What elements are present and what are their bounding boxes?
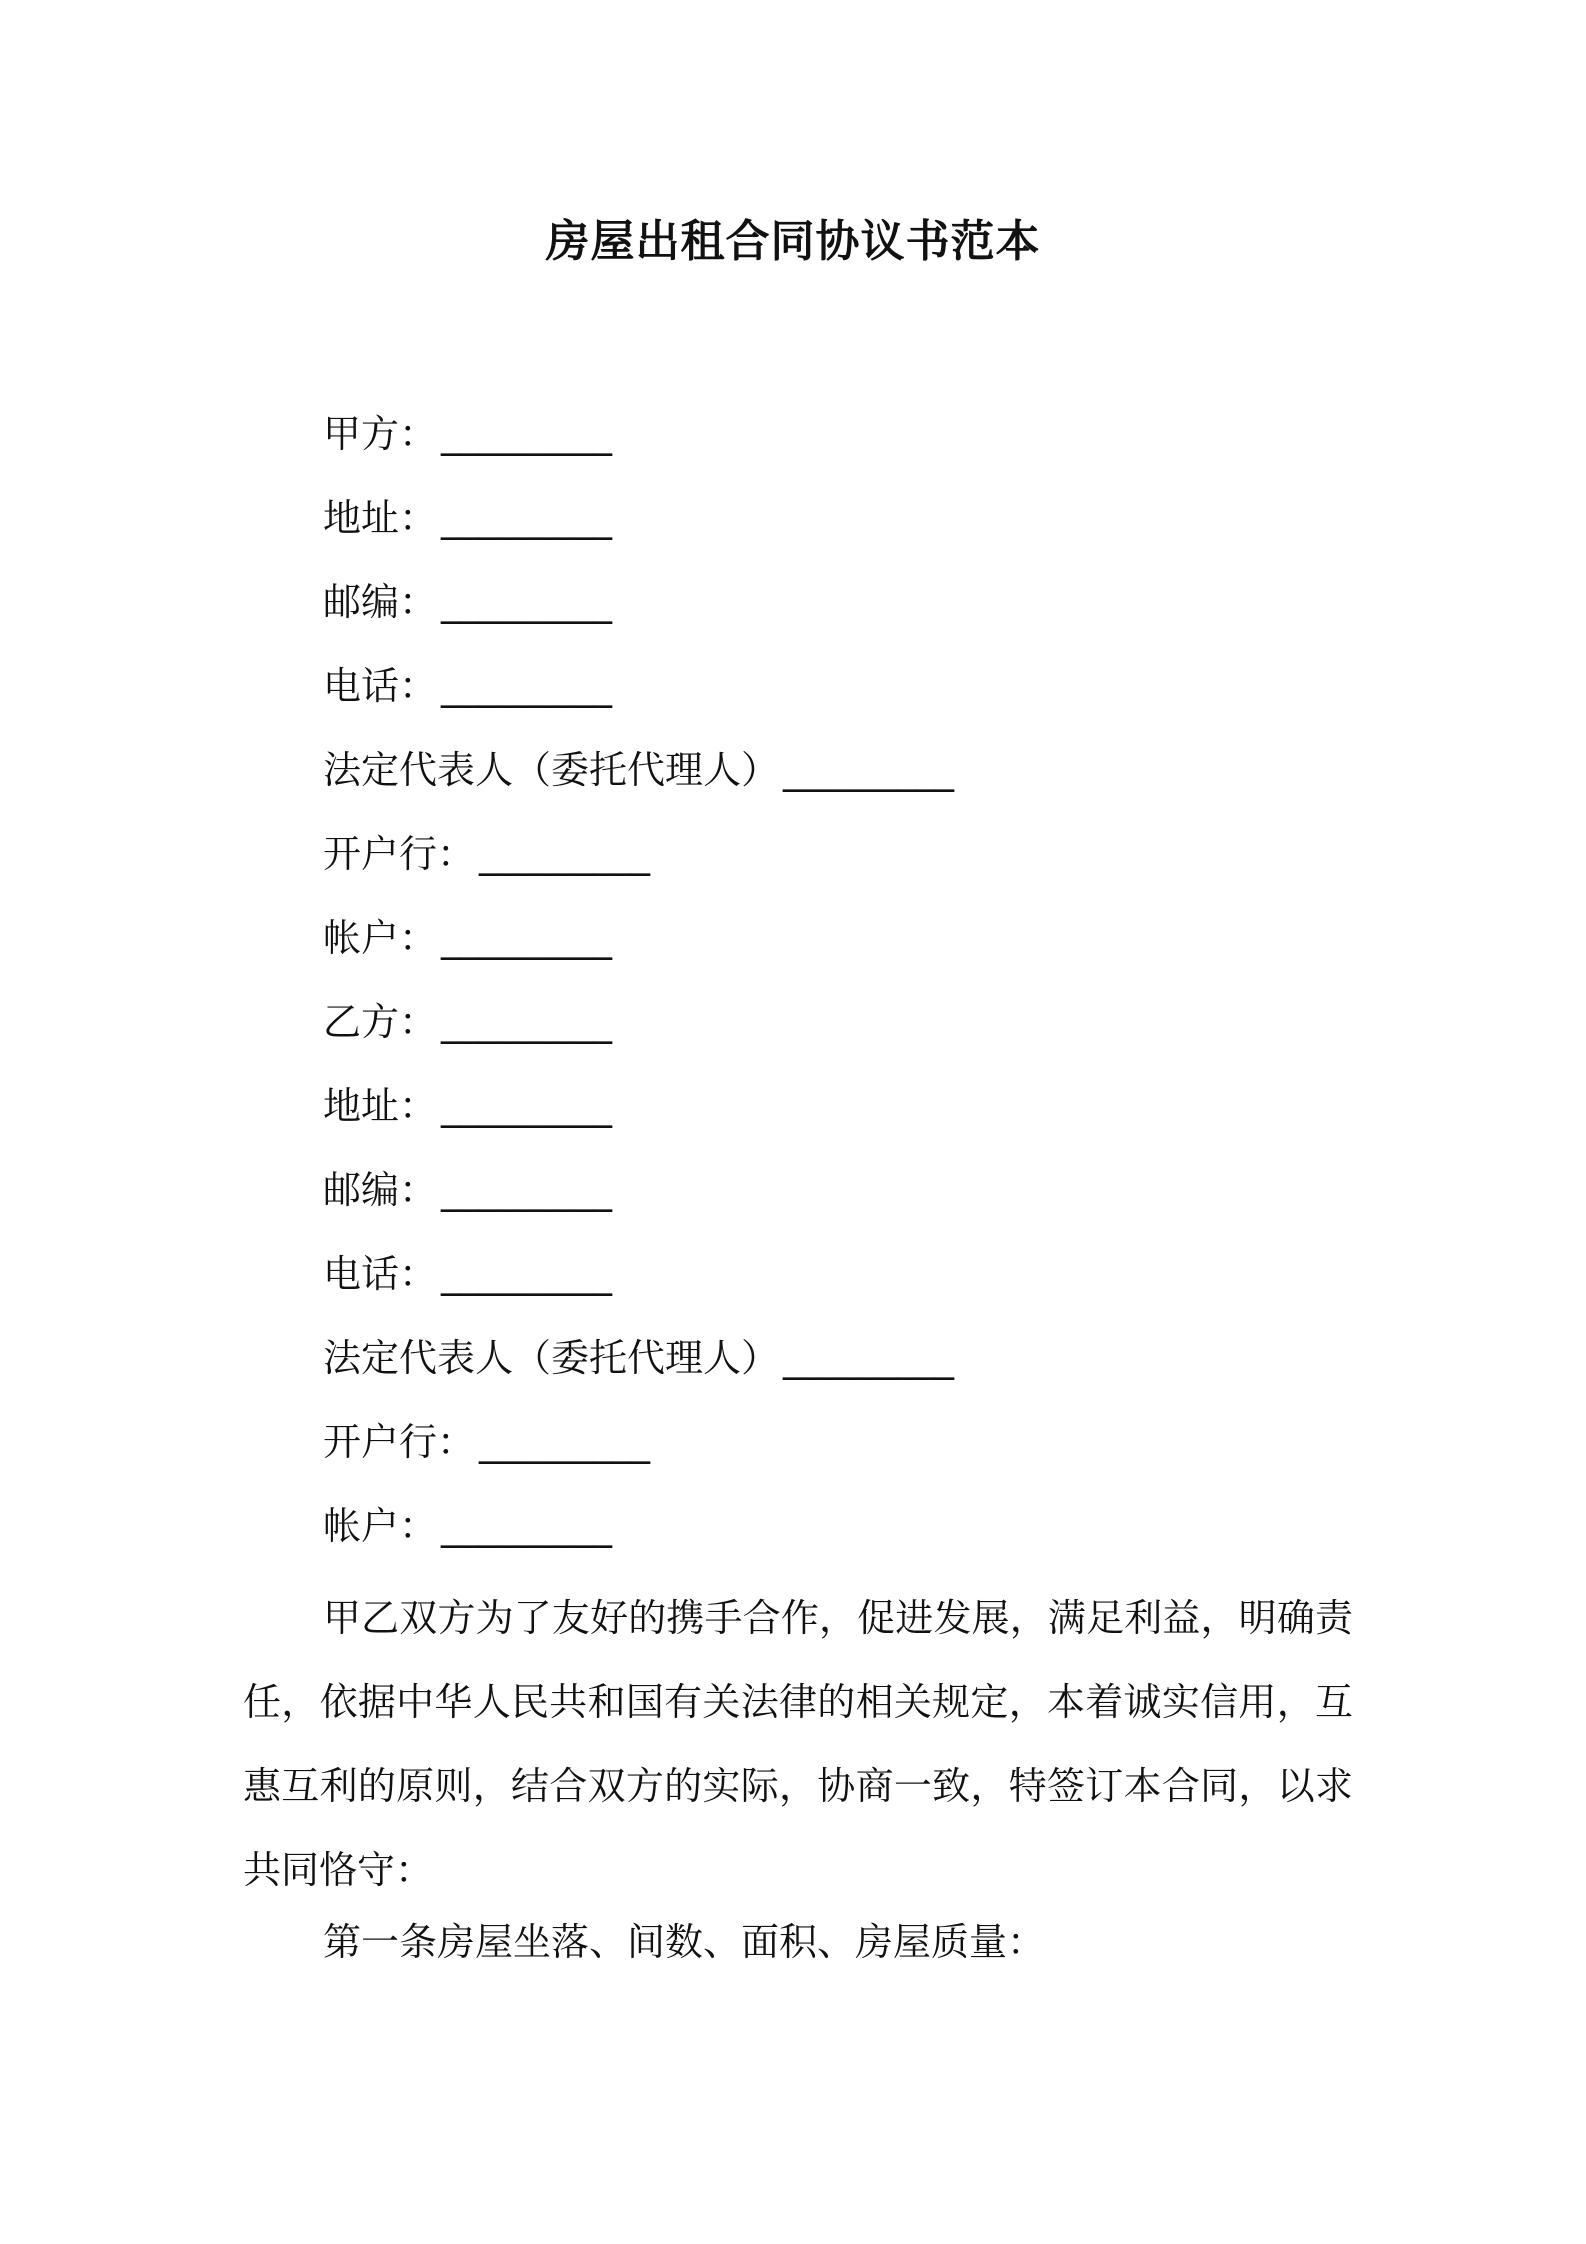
- field-party-a-postcode: [323, 572, 1323, 656]
- field-blank: _________: [783, 1336, 955, 1380]
- field-label: 法定代表人（委托代理人）: [323, 748, 780, 792]
- field-party-b-representative: [323, 1328, 1323, 1412]
- field-party-a-address: [323, 488, 1323, 572]
- field-label: 电话：: [323, 1252, 438, 1296]
- field-blank: _________: [441, 580, 613, 624]
- field-label: 电话：: [323, 664, 438, 708]
- field-blank: _________: [441, 1084, 613, 1128]
- field-party-a-representative: [323, 740, 1323, 824]
- field-blank: _________: [441, 496, 613, 540]
- field-label: 邮编：: [323, 1168, 438, 1212]
- field-label: 帐户：: [323, 916, 438, 960]
- field-blank: _________: [783, 748, 955, 792]
- field-label: 邮编：: [323, 580, 438, 624]
- field-label: 开户行：: [323, 832, 476, 876]
- field-label: 乙方：: [323, 1000, 438, 1044]
- field-party-b-account: [323, 1496, 1323, 1580]
- field-blank: _________: [441, 1168, 613, 1212]
- field-party-b: [323, 992, 1323, 1076]
- field-label: 地址：: [323, 1084, 438, 1128]
- field-party-a-bank: [323, 824, 1323, 908]
- field-label: 法定代表人（委托代理人）: [323, 1336, 780, 1380]
- field-blank: _________: [479, 1420, 651, 1464]
- field-label: 开户行：: [323, 1420, 476, 1464]
- field-party-a-account: [323, 908, 1323, 992]
- field-party-b-address: [323, 1076, 1323, 1160]
- field-party-b-phone: [323, 1244, 1323, 1328]
- party-fields: [323, 404, 1323, 1580]
- field-blank: _________: [441, 916, 613, 960]
- field-label: 地址：: [323, 496, 438, 540]
- field-blank: _________: [441, 1504, 613, 1548]
- field-party-a-phone: [323, 656, 1323, 740]
- article-1-heading: 第一条房屋坐落、间数、面积、房屋质量：: [323, 1920, 1046, 1964]
- intro-paragraph: 甲乙双方为了友好的携手合作，促进发展，满足利益，明确责任，依据中华人民共和国有关法律的相关规定，本着诚实信用，互惠互利的原则，结合双方的实际，协商一致，特签订本合同，以求共同恪守：: [243, 1596, 1353, 1892]
- field-blank: _________: [441, 1000, 613, 1044]
- field-label: 帐户：: [323, 1504, 438, 1548]
- field-party-b-postcode: [323, 1160, 1323, 1244]
- field-label: 甲方：: [323, 412, 438, 456]
- field-blank: _________: [441, 412, 613, 456]
- field-blank: _________: [479, 832, 651, 876]
- field-party-b-bank: [323, 1412, 1323, 1496]
- document-title: 房屋出租合同协议书范本: [545, 216, 1041, 267]
- field-party-a: [323, 404, 1323, 488]
- field-blank: _________: [441, 1252, 613, 1296]
- field-blank: _________: [441, 664, 613, 708]
